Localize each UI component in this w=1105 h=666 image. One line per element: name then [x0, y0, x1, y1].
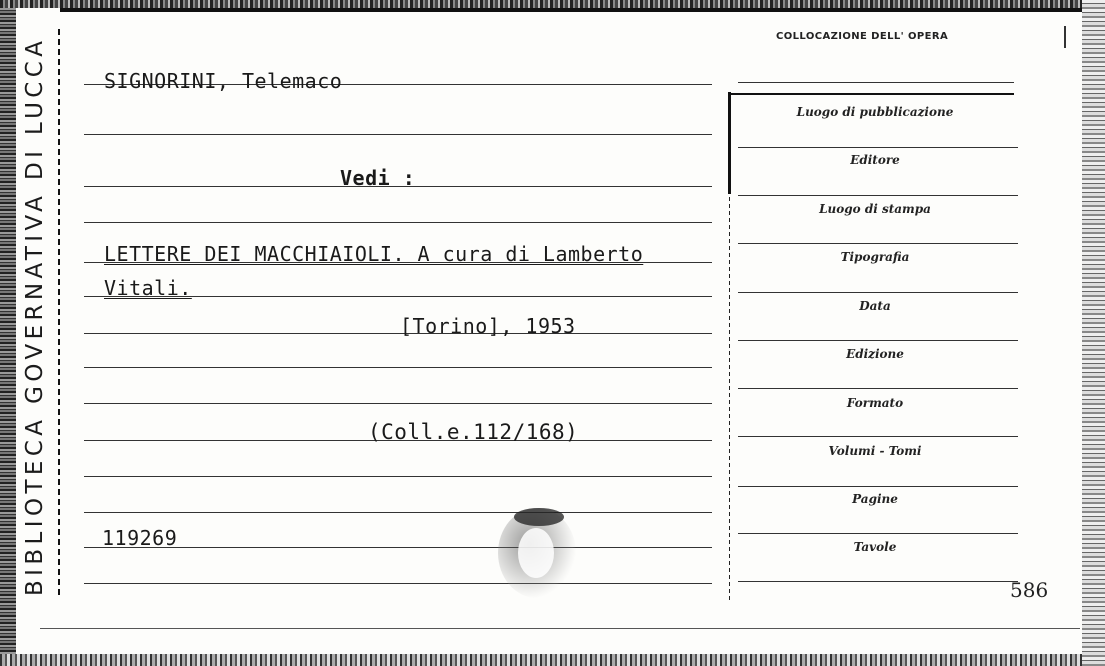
rule-line	[84, 512, 712, 513]
field-volumi-tomi: Volumi - Tomi	[828, 444, 922, 458]
rule-line	[84, 134, 712, 135]
card-top-edge	[0, 0, 1105, 8]
field-tipografia: Tipografia	[840, 250, 910, 264]
field-pagine: Pagine	[852, 492, 898, 506]
panel-top-line	[728, 93, 1014, 95]
field-line	[738, 195, 1018, 196]
field-line	[738, 147, 1018, 148]
field-luogo-pubblicazione: Luogo di pubblicazione	[796, 105, 954, 119]
margin-rule	[58, 25, 60, 595]
handwritten-number: 586	[1010, 578, 1049, 602]
field-line	[738, 581, 1018, 582]
author-heading: SIGNORINI, Telemaco	[104, 69, 343, 93]
field-data: Data	[859, 299, 891, 313]
field-line	[738, 436, 1018, 437]
inventory-number: 119269	[102, 526, 178, 550]
collection-mark: (Coll.e.112/168)	[368, 420, 579, 444]
field-editore: Editore	[850, 153, 900, 167]
field-line	[738, 243, 1018, 244]
rule-line	[84, 403, 712, 404]
see-reference: Vedi :	[340, 166, 416, 190]
card-left-edge	[0, 0, 16, 666]
card-bottom-edge	[0, 654, 1105, 666]
corner-mark	[1064, 26, 1066, 48]
rule-line	[84, 547, 712, 548]
library-name: BIBLIOTECA GOVERNATIVA DI LUCCA	[22, 36, 48, 596]
rule-line	[84, 333, 712, 334]
field-line	[738, 533, 1018, 534]
ink-stain-center	[518, 528, 554, 578]
rule-line	[84, 583, 712, 584]
panel-left-border	[728, 92, 731, 194]
collocation-header: COLLOCAZIONE DELL' OPERA	[776, 31, 949, 42]
place-year: [Torino], 1953	[400, 314, 576, 338]
rule-line	[84, 476, 712, 477]
title-line-2: Vitali.	[104, 276, 192, 300]
collocation-line	[738, 82, 1014, 83]
field-line	[738, 388, 1018, 389]
rule-line	[40, 628, 1080, 629]
panel-left-border-dashed	[729, 194, 730, 600]
title-line-1: LETTERE DEI MACCHIAIOLI. A cura di Lamberto	[104, 242, 644, 266]
card-right-edge	[1082, 0, 1105, 666]
rule-line	[84, 367, 712, 368]
field-line	[738, 340, 1018, 341]
field-line	[738, 486, 1018, 487]
field-line	[738, 292, 1018, 293]
field-luogo-stampa: Luogo di stampa	[819, 202, 931, 216]
field-formato: Formato	[846, 396, 904, 410]
card-top-border	[60, 8, 1105, 12]
rule-line	[84, 222, 712, 223]
ink-stain-top	[514, 508, 564, 526]
field-edizione: Edizione	[846, 347, 904, 361]
field-tavole: Tavole	[853, 540, 897, 554]
